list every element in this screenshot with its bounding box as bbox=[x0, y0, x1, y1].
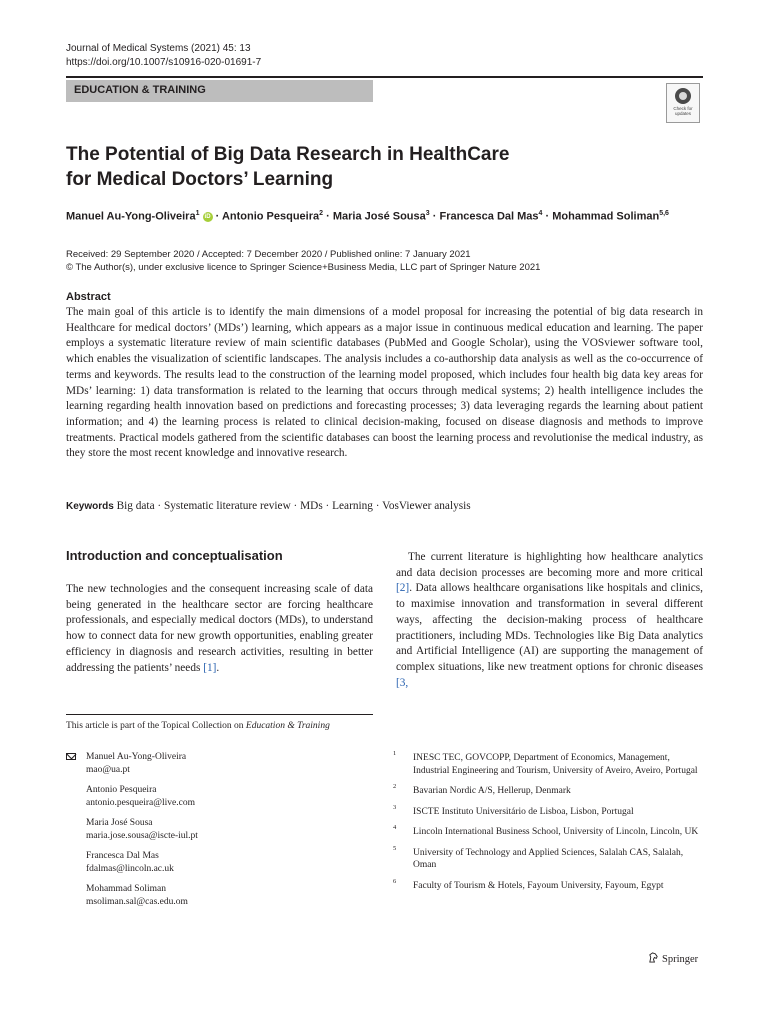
affiliation-item bbox=[393, 877, 705, 893]
affiliation-number: 2 bbox=[393, 783, 397, 790]
affiliation-number: 6 bbox=[393, 877, 397, 885]
paragraph-text: . Data allows healthcare organisations like hospitals and clinics, to maximise innovation and transformation in several different ways, affecting the decision-making process of healthcare practitioners, including MDs. Technologies like Big Data analytics and Artificial Intelligence (AI) are supporting the management of complex situations, like new treatment options for chronic diseases bbox=[396, 582, 703, 673]
keywords bbox=[66, 499, 471, 514]
section-label: EDUCATION & TRAINING bbox=[74, 84, 206, 96]
doi-link[interactable]: https://doi.org/10.1007/s10916-020-01691-7 bbox=[66, 57, 262, 68]
citation-link[interactable]: [1] bbox=[203, 661, 217, 674]
publication-dates bbox=[66, 248, 540, 274]
affiliation-text: Lincoln International Business School, University of Lincoln, Lincoln, UK bbox=[413, 827, 699, 837]
affiliation-item bbox=[393, 803, 705, 819]
footnote-rule bbox=[66, 714, 373, 715]
journal-citation bbox=[66, 42, 261, 70]
paragraph-text: . bbox=[216, 661, 220, 674]
contact-entry bbox=[66, 850, 366, 875]
author-name[interactable]: Manuel Au-Yong-Oliveira bbox=[66, 210, 196, 223]
header-rule bbox=[66, 76, 703, 78]
affiliation-text: Bavarian Nordic A/S, Hellerup, Denmark bbox=[413, 786, 571, 796]
section-heading: Introduction and conceptualisation bbox=[66, 548, 283, 563]
abstract-heading: Abstract bbox=[66, 291, 111, 303]
author-contacts bbox=[66, 751, 366, 916]
affiliation-number: 1 bbox=[393, 750, 397, 757]
title-line-1: The Potential of Big Data Research in HealthCare bbox=[66, 144, 510, 165]
author-separator: · bbox=[545, 210, 550, 223]
affiliation-item bbox=[393, 826, 705, 839]
paragraph-text: The new technologies and the consequent increasing scale of data being generated in the healthcare sector are forcing healthcare professionals, and especially medical doctors (MDs), to understand how to connect data for new growth opportunities, enabling greater efficiency in diagnosis and research activities, resulting in better addressing the patients’ needs bbox=[66, 583, 373, 674]
affiliation-text: INESC TEC, GOVCOPP, Department of Economics, Management, Industrial Engineering and Tourism, University of Aveiro, Aveiro, Portugal bbox=[413, 753, 698, 776]
author-name[interactable]: Maria José Sousa bbox=[332, 210, 426, 223]
contact-email[interactable]: maria.jose.sousa@iscte-iul.pt bbox=[86, 830, 198, 841]
paragraph-text: The current literature is highlighting how healthcare analytics and data decision processes are becoming more and more critical bbox=[396, 551, 703, 579]
publisher-logo bbox=[648, 952, 698, 967]
intro-paragraph-right bbox=[396, 550, 703, 691]
contact-entry bbox=[66, 883, 366, 908]
contact-name: Maria José Sousa bbox=[86, 818, 153, 828]
contact-email[interactable]: msoliman.sal@cas.edu.om bbox=[86, 896, 188, 907]
journal-line: Journal of Medical Systems (2021) 45: 13 bbox=[66, 43, 251, 54]
citation-link[interactable]: [3, bbox=[396, 676, 409, 689]
contact-entry bbox=[66, 784, 366, 809]
contact-name: Mohammad Soliman bbox=[86, 884, 166, 894]
author-affiliation-ref: 2 bbox=[319, 210, 324, 217]
contact-email[interactable]: fdalmas@lincoln.ac.uk bbox=[86, 863, 174, 874]
title-line-2: for Medical Doctors’ Learning bbox=[66, 169, 334, 190]
author-name[interactable]: Francesca Dal Mas bbox=[439, 210, 539, 223]
article-title bbox=[66, 142, 666, 192]
author-affiliation-ref: 4 bbox=[538, 210, 543, 217]
check-updates-icon bbox=[675, 88, 691, 104]
affiliation-number: 4 bbox=[393, 824, 397, 831]
keywords-label: Keywords bbox=[66, 501, 114, 512]
collection-name: Education & Training bbox=[245, 721, 330, 731]
contact-email[interactable]: mao@ua.pt bbox=[86, 764, 130, 775]
affiliation-number: 5 bbox=[393, 844, 397, 852]
author-affiliation-ref: 1 bbox=[195, 210, 200, 217]
keywords-text: Big data · Systematic literature review · MDs · Learning · VosViewer analysis bbox=[116, 500, 471, 512]
author-name[interactable]: Antonio Pesqueira bbox=[221, 210, 320, 223]
orcid-icon[interactable]: iD bbox=[204, 213, 211, 220]
affiliation-text: ISCTE Instituto Universitário de Lisboa, Lisbon, Portugal bbox=[413, 806, 634, 817]
affiliation-item bbox=[393, 844, 705, 872]
author-separator: · bbox=[215, 210, 220, 223]
author-separator: · bbox=[432, 210, 437, 223]
copyright-line: © The Author(s), under exclusive licence to Springer Science+Business Media, LLC part of Springer Nature 2021 bbox=[66, 262, 541, 273]
author-name[interactable]: Mohammad Soliman bbox=[552, 210, 660, 223]
intro-paragraph-left bbox=[66, 582, 373, 676]
check-for-updates-badge[interactable] bbox=[666, 83, 700, 123]
affiliation-text: University of Technology and Applied Sciences, Salalah CAS, Salalah, Oman bbox=[413, 847, 684, 870]
author-list bbox=[66, 207, 669, 224]
affiliation-item bbox=[393, 752, 705, 777]
affiliations-list bbox=[393, 752, 705, 900]
topical-collection-note bbox=[66, 720, 330, 733]
contact-name: Manuel Au-Yong-Oliveira bbox=[86, 752, 187, 762]
contact-name: Antonio Pesqueira bbox=[86, 785, 157, 795]
author-affiliation-ref: 3 bbox=[425, 210, 430, 217]
badge-text: Check for updates bbox=[673, 106, 693, 116]
publisher-name: Springer bbox=[662, 954, 699, 965]
affiliation-item bbox=[393, 785, 705, 798]
contact-name: Francesca Dal Mas bbox=[86, 851, 159, 861]
author-separator: · bbox=[326, 210, 330, 223]
abstract-text: The main goal of this article is to identify the main dimensions of a model proposal for increasing the potential of big data research in Healthcare for medical doctors’ (MDs’) learning, which appears as a major issue in continuous medical education and learning. The paper employs a systematic literature review of main scientific databases (PubMed and Google Scholar), using the VOSviewer software tool, which enables the visualization of scientific landscapes. The analysis includes a co-authorship data analysis as well as the co-occurrence of terms and keywords. The results lead to the construction of the learning model proposed, which includes four health big data key areas for MDs’ learning: 1) data transformation is related to the learning that occurs through medical systems; 2) health intelligence includes the learning regarding health innovation based on predictions and forecasting processes; 3) data leveraging regards the learning about patient information; and 4) the learning process is related to clinical decision-making, focused on disease diagnosis and methods to improve treatments. Practical models gathered from the scientific databases can boost the learning process and revolutionise the medical industry, as they store the most recent knowledge and innovative research. bbox=[66, 306, 703, 460]
affiliation-text: Faculty of Tourism & Hotels, Fayoum University, Fayoum, Egypt bbox=[413, 880, 664, 891]
author-affiliation-ref: 5,6 bbox=[659, 210, 669, 217]
contact-entry bbox=[66, 817, 366, 842]
citation-link[interactable]: [2] bbox=[396, 582, 410, 595]
contact-entry bbox=[66, 751, 366, 776]
contact-email[interactable]: antonio.pesqueira@live.com bbox=[86, 797, 195, 808]
affiliation-number: 3 bbox=[393, 803, 397, 811]
springer-horse-icon bbox=[648, 952, 659, 963]
dates-line: Received: 29 September 2020 / Accepted: 7 December 2020 / Published online: 7 January 2021 bbox=[66, 249, 471, 260]
envelope-icon bbox=[66, 753, 76, 760]
note-text: This article is part of the Topical Collection on bbox=[66, 721, 246, 731]
